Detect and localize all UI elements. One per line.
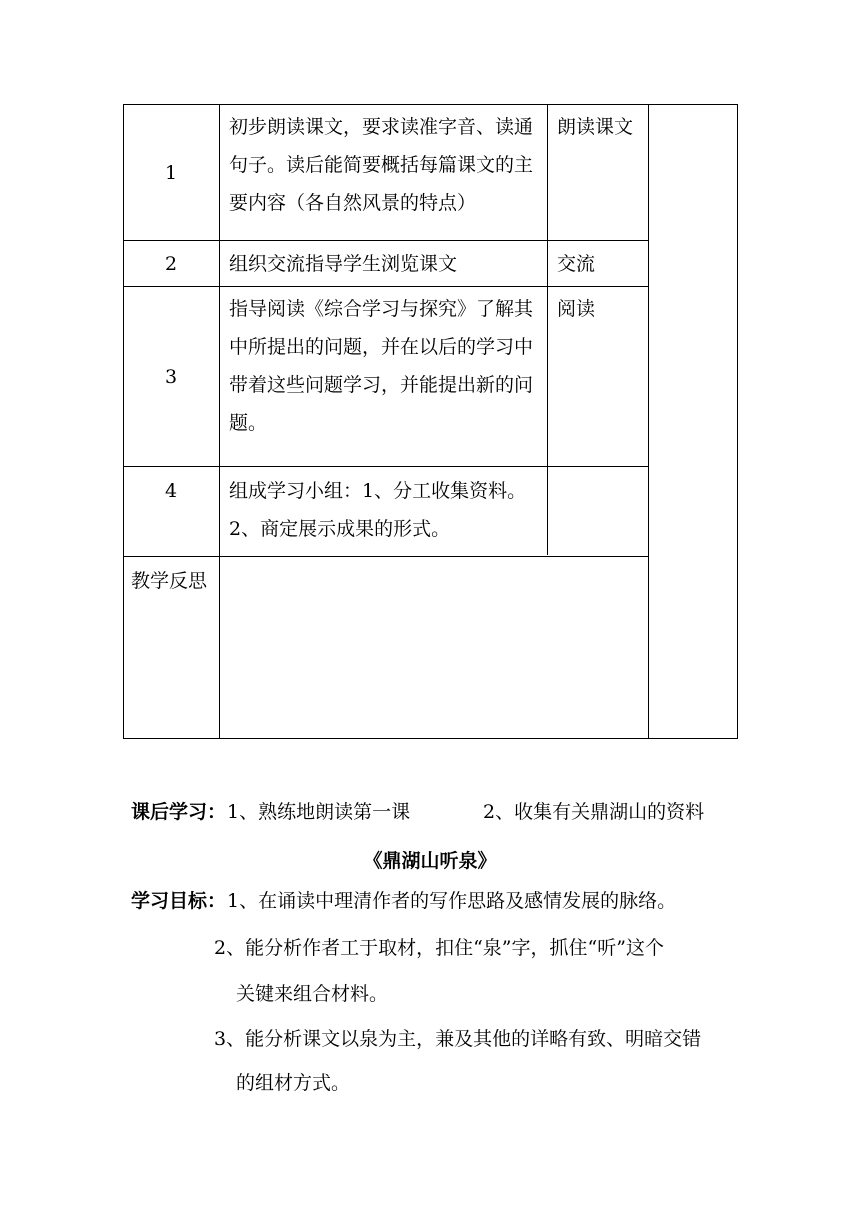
row-content: 组成学习小组：1、分工收集资料。2、商定展示成果的形式。 bbox=[229, 480, 527, 540]
objective-item-2-line-2: 关键来组合材料。 bbox=[236, 983, 389, 1005]
table-border-bottom bbox=[123, 738, 738, 739]
after-class-label: 课后学习： bbox=[131, 801, 227, 823]
row-divider-2 bbox=[123, 286, 649, 287]
objectives-label: 学习目标： bbox=[131, 890, 227, 912]
row-content: 组织交流指导学生浏览课文 bbox=[229, 253, 458, 275]
row-number: 2 bbox=[164, 253, 178, 275]
col-divider-1 bbox=[219, 104, 220, 739]
row-number: 3 bbox=[164, 366, 178, 388]
row-activity: 交流 bbox=[557, 253, 596, 275]
row-divider-4 bbox=[123, 556, 649, 557]
col-divider-2 bbox=[547, 104, 548, 555]
row-content: 初步朗读课文，要求读准字音、读通句子。读后能简要概括每篇课文的主要内容（各自然风景的特点） bbox=[229, 116, 534, 214]
objective-item-3-line-1: 3、能分析课文以泉为主，兼及其他的详略有致、明暗交错 bbox=[214, 1028, 702, 1050]
table-border-top bbox=[123, 104, 738, 105]
after-class-item-1: 1、熟练地朗读第一课 bbox=[227, 801, 411, 823]
reflection-label: 教学反思 bbox=[131, 570, 208, 592]
row-number: 1 bbox=[164, 162, 178, 184]
objective-item-2-line-1: 2、能分析作者工于取材，扣住“泉”字，抓住“听”这个 bbox=[214, 937, 664, 959]
table-border-left bbox=[123, 104, 124, 739]
row-content: 指导阅读《综合学习与探究》了解其中所提出的问题，并在以后的学习中带着这些问题学习，并能提出新的问题。 bbox=[229, 298, 534, 434]
row-divider-3 bbox=[123, 466, 649, 467]
row-activity: 朗读课文 bbox=[557, 116, 634, 138]
lesson-plan-table bbox=[123, 104, 738, 739]
lesson-title: 《鼎湖山听泉》 bbox=[363, 850, 497, 872]
row-number: 4 bbox=[164, 480, 178, 502]
table-border-right bbox=[737, 104, 738, 739]
objective-item-3-line-2: 的组材方式。 bbox=[236, 1072, 351, 1094]
row-divider-1 bbox=[123, 240, 649, 241]
objective-item-1: 1、在诵读中理清作者的写作思路及感情发展的脉络。 bbox=[227, 890, 677, 912]
after-class-item-2: 2、收集有关鼎湖山的资料 bbox=[483, 801, 705, 823]
row-activity: 阅读 bbox=[557, 298, 596, 320]
col-divider-3 bbox=[648, 104, 649, 739]
